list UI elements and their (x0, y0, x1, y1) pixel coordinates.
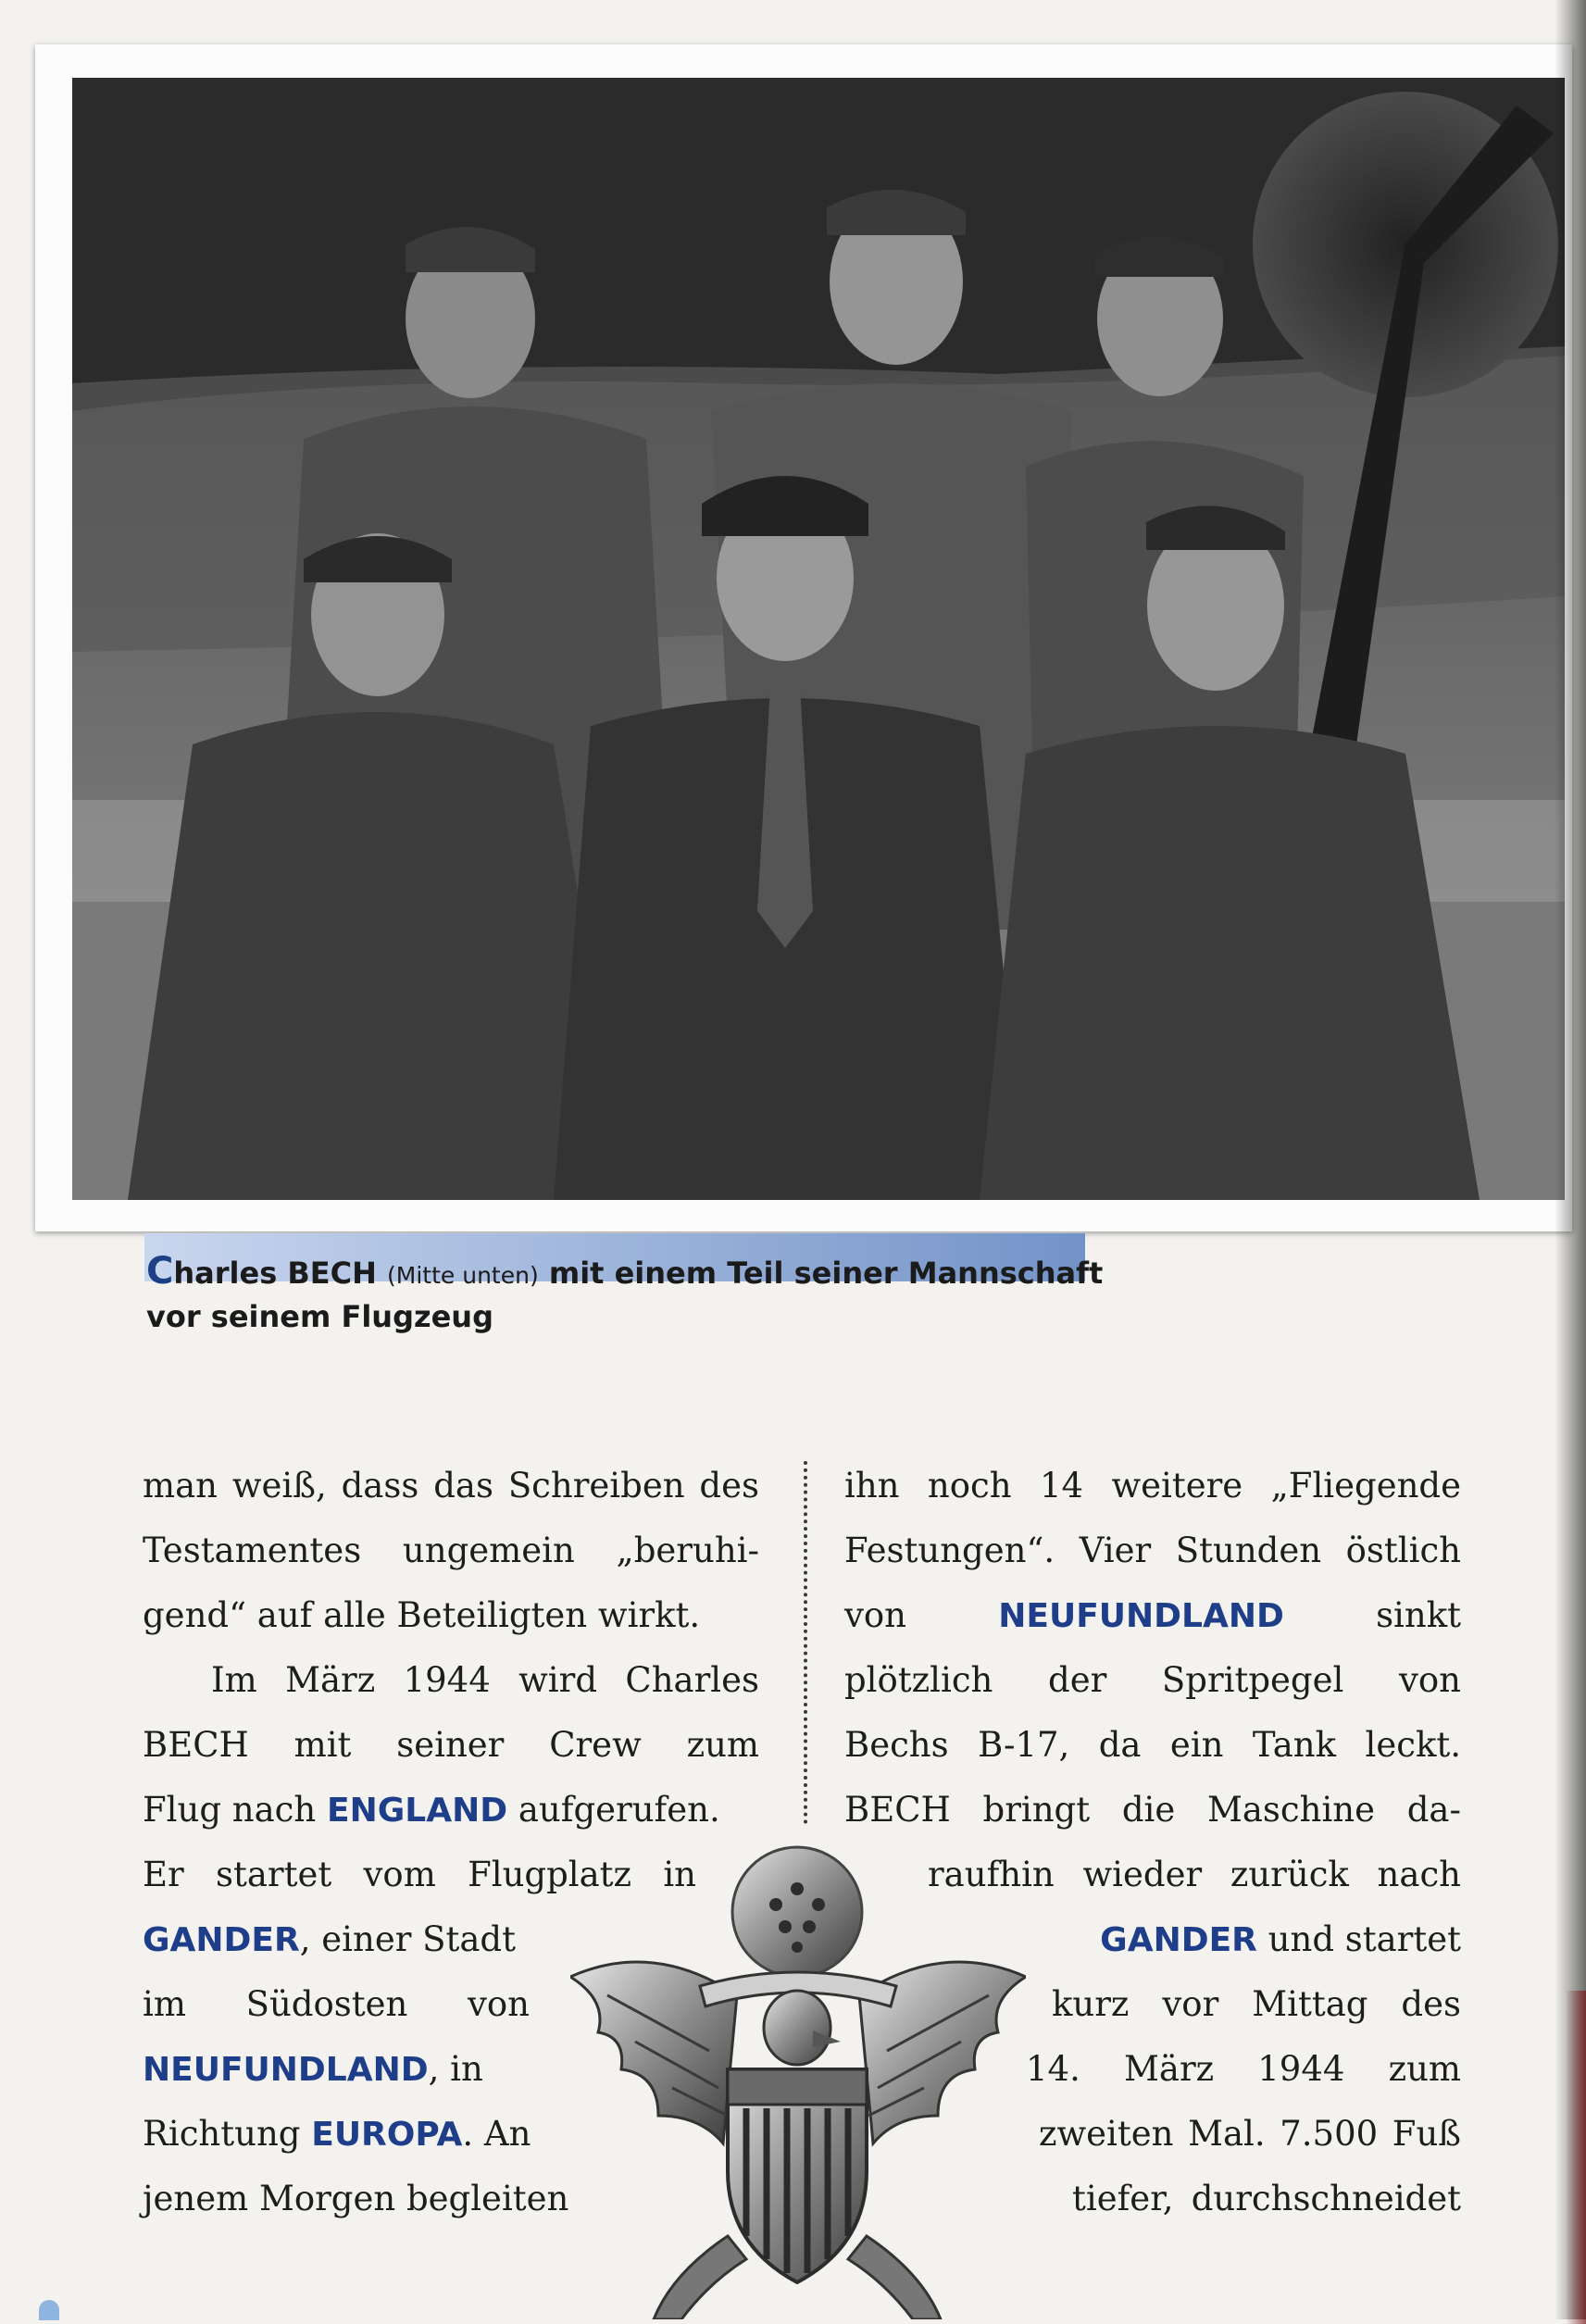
text-line: Bechs B-17, da ein Tank leckt. (844, 1725, 1461, 1765)
text-line (143, 1778, 759, 1843)
photo-frame (35, 44, 1572, 1231)
column-divider (804, 1461, 807, 1824)
photo-caption (146, 1244, 1165, 1343)
place-name: NEUFUNDLAND (998, 1597, 1284, 1635)
text-line: man weiß, dass das Schreiben des (143, 1466, 759, 1506)
page-edge-tint (1566, 1991, 1586, 2324)
text-line: im Südosten von (143, 1984, 530, 2024)
place-name: ENGLAND (327, 1792, 508, 1830)
text: sinkt (1376, 1595, 1462, 1635)
text-line: Er startet vom Flugplatz in (143, 1855, 696, 1894)
caption-aside: (Mitte unten) (387, 1262, 539, 1289)
text-line: jenem Morgen begleiten (143, 2179, 569, 2218)
crew-photo (72, 78, 1565, 1200)
text-line: Festungen“. Vier Stunden östlich (844, 1531, 1461, 1570)
text: und startet (1268, 1919, 1461, 1959)
text-line: Testamentes ungemein „beruhi- (143, 1531, 759, 1570)
text-line: zweiten Mal. 7.500 Fuß (1039, 2114, 1461, 2154)
text-line: kurz vor Mittag des (1052, 1984, 1461, 2024)
text-line: plötzlich der Spritpegel von (844, 1660, 1461, 1700)
text: aufgerufen. (518, 1790, 720, 1830)
text: Flug nach (143, 1790, 317, 1830)
us-army-eagle-insignia-icon (570, 1838, 1026, 2319)
place-name: GANDER (1100, 1921, 1257, 1959)
place-name: EUROPA (311, 2116, 463, 2154)
text-line (143, 2037, 550, 2102)
text-line (143, 2102, 578, 2167)
text-line (143, 1907, 550, 1972)
text-line (844, 1583, 1461, 1648)
place-name: NEUFUNDLAND (143, 2051, 429, 2089)
text-line: Im März 1944 wird Charles (211, 1660, 759, 1700)
caption-rest: mit einem Teil seiner Mannschaft (548, 1256, 1104, 1291)
text-line: ihn noch 14 weitere „Fliegende (844, 1466, 1461, 1506)
text: , in (428, 2049, 483, 2089)
text: von (844, 1595, 907, 1635)
text-line: tiefer, durchschneidet (1072, 2179, 1461, 2218)
text-line: BECH bringt die Maschine da- (844, 1790, 1461, 1830)
page-edge-shadow (1555, 0, 1586, 2319)
text: . An (462, 2114, 531, 2154)
text: , einer Stadt (299, 1919, 516, 1959)
text-line (1057, 1907, 1461, 1972)
caption-initial: C (146, 1250, 174, 1293)
caption-first-name: harles (173, 1256, 278, 1291)
caption-surname: BECH (287, 1256, 377, 1291)
text-line: BECH mit seiner Crew zum (143, 1725, 759, 1765)
text-line: gend“ auf alle Beteiligten wirkt. (143, 1595, 701, 1635)
place-name: GANDER (143, 1921, 300, 1959)
text: Richtung (143, 2114, 301, 2154)
page-corner-marker (39, 2300, 59, 2320)
text-line: raufhin wieder zurück nach (928, 1855, 1461, 1894)
caption-line-2: vor seinem Flugzeug (146, 1299, 493, 1334)
text-line: 14. März 1944 zum (1026, 2049, 1461, 2089)
